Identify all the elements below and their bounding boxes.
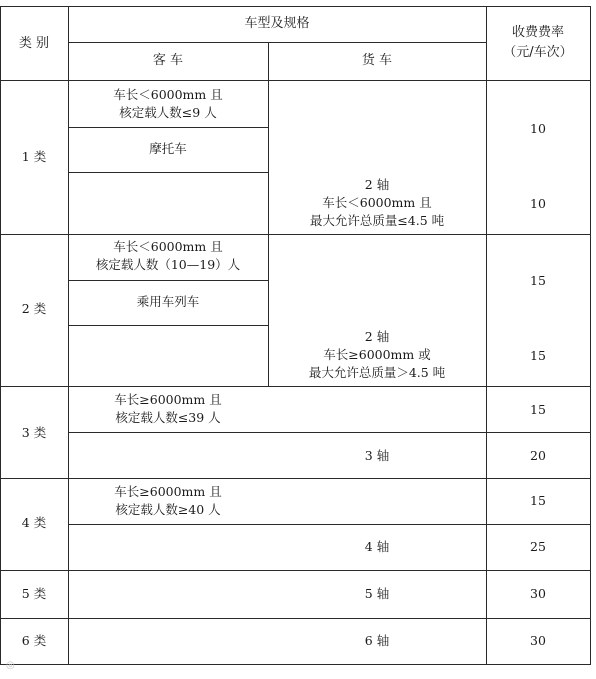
- rate-value: 20: [530, 448, 546, 463]
- truck-spec: 3 轴: [364, 448, 390, 463]
- rate-value: 30: [530, 586, 546, 601]
- category-label: 4 类: [21, 515, 47, 530]
- hline-header-mid: [68, 42, 486, 43]
- border-bottom: [0, 664, 590, 665]
- hline: [68, 524, 590, 525]
- truck-spec: 4 轴: [364, 539, 390, 554]
- passenger-spec: 乘用车列车: [136, 294, 200, 309]
- vline-rate: [486, 6, 487, 665]
- hline-header-bottom: [0, 80, 590, 81]
- truck-spec: 2 轴: [364, 329, 390, 344]
- truck-spec: 最大允许总质量≤4.5 吨: [309, 213, 445, 228]
- truck-spec: 最大允许总质量＞4.5 吨: [308, 365, 446, 380]
- passenger-spec: 核定载人数≤39 人: [115, 410, 221, 425]
- truck-spec: 2 轴: [364, 177, 390, 192]
- passenger-spec: 车长≥6000mm 且: [114, 484, 222, 499]
- hline: [68, 127, 268, 128]
- header-rate: 收费费率: [511, 25, 564, 40]
- hline: [0, 618, 590, 619]
- header-truck: 货 车: [361, 53, 393, 68]
- category-label: 5 类: [21, 586, 47, 601]
- passenger-spec: 核定载人数（10—19）人: [95, 257, 241, 272]
- passenger-spec: 核定载人数≥40 人: [115, 502, 221, 517]
- truck-spec: 5 轴: [364, 586, 390, 601]
- header-vehicle-type: 车型及规格: [244, 16, 310, 31]
- rate-value: 15: [530, 402, 546, 417]
- hline: [0, 478, 590, 479]
- passenger-spec: 车长＜6000mm 且: [113, 239, 223, 254]
- category-label: 3 类: [21, 425, 47, 440]
- truck-spec: 6 轴: [364, 633, 390, 648]
- hline: [68, 325, 268, 326]
- passenger-spec: 车长≥6000mm 且: [114, 392, 222, 407]
- hline: [0, 570, 590, 571]
- rate-value: 25: [530, 539, 546, 554]
- rate-value: 30: [530, 633, 546, 648]
- hline: [0, 234, 590, 235]
- truck-spec: 车长≥6000mm 或: [323, 347, 431, 362]
- passenger-spec: 车长＜6000mm 且: [113, 87, 223, 102]
- watermark-icon: ◎: [6, 660, 15, 671]
- passenger-spec: 核定载人数≤9 人: [119, 105, 217, 120]
- rate-value: 10: [530, 121, 546, 136]
- category-label: 1 类: [21, 149, 47, 164]
- header-rate-unit: （元/车次）: [503, 45, 573, 60]
- rate-value: 15: [530, 493, 546, 508]
- border-left: [0, 6, 1, 665]
- passenger-spec: 摩托车: [149, 141, 187, 156]
- hline: [68, 280, 268, 281]
- border-top: [0, 6, 590, 7]
- hline: [0, 386, 590, 387]
- rate-value: 15: [530, 273, 546, 288]
- category-label: 6 类: [21, 633, 47, 648]
- header-passenger: 客 车: [152, 53, 184, 68]
- hline: [68, 172, 268, 173]
- rate-value: 10: [530, 196, 546, 211]
- rate-value: 15: [530, 348, 546, 363]
- header-category: 类 别: [18, 36, 50, 51]
- hline: [68, 432, 590, 433]
- category-label: 2 类: [21, 301, 47, 316]
- truck-spec: 车长＜6000mm 且: [322, 195, 432, 210]
- border-right: [590, 6, 591, 665]
